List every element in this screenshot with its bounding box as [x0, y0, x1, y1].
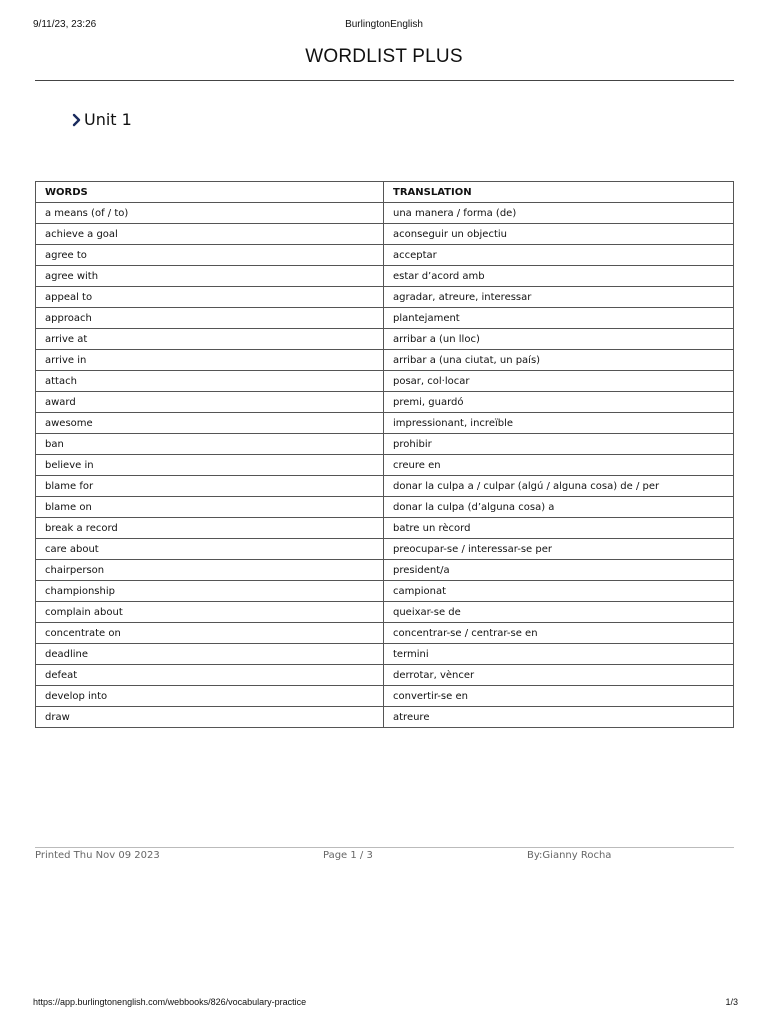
- word-cell: care about: [36, 539, 384, 560]
- translation-cell: agradar, atreure, interessar: [384, 287, 734, 308]
- footer-divider: [35, 847, 734, 848]
- word-cell: achieve a goal: [36, 224, 384, 245]
- word-cell: award: [36, 392, 384, 413]
- word-cell: draw: [36, 707, 384, 728]
- word-cell: appeal to: [36, 287, 384, 308]
- translation-cell: president/a: [384, 560, 734, 581]
- word-cell: break a record: [36, 518, 384, 539]
- chevron-right-icon: [72, 113, 81, 127]
- table-row: [36, 539, 734, 560]
- unit-label: Unit 1: [84, 110, 132, 129]
- table-row: [36, 392, 734, 413]
- translation-cell: impressionant, increïble: [384, 413, 734, 434]
- translation-cell: estar d’acord amb: [384, 266, 734, 287]
- word-cell: agree to: [36, 245, 384, 266]
- word-cell: ban: [36, 434, 384, 455]
- table-row: [36, 602, 734, 623]
- word-cell: believe in: [36, 455, 384, 476]
- footer-page-number: Page 1 / 3: [323, 850, 373, 861]
- word-cell: concentrate on: [36, 623, 384, 644]
- translation-cell: premi, guardó: [384, 392, 734, 413]
- translation-cell: batre un rècord: [384, 518, 734, 539]
- word-cell: chairperson: [36, 560, 384, 581]
- table-row: [36, 287, 734, 308]
- word-cell: complain about: [36, 602, 384, 623]
- translation-cell: termini: [384, 644, 734, 665]
- word-cell: attach: [36, 371, 384, 392]
- table-row: [36, 560, 734, 581]
- translation-cell: preocupar-se / interessar-se per: [384, 539, 734, 560]
- table-row: [36, 686, 734, 707]
- table-row: [36, 203, 734, 224]
- table-row: [36, 707, 734, 728]
- table-row: [36, 581, 734, 602]
- translation-cell: creure en: [384, 455, 734, 476]
- word-cell: blame for: [36, 476, 384, 497]
- translation-cell: acceptar: [384, 245, 734, 266]
- translation-cell: derrotar, vèncer: [384, 665, 734, 686]
- table-row: [36, 644, 734, 665]
- translation-cell: campionat: [384, 581, 734, 602]
- translation-cell: concentrar-se / centrar-se en: [384, 623, 734, 644]
- word-cell: championship: [36, 581, 384, 602]
- table-row: [36, 266, 734, 287]
- footer-printed-date: Printed Thu Nov 09 2023: [35, 850, 160, 861]
- wordlist-body: [36, 203, 734, 728]
- word-cell: agree with: [36, 266, 384, 287]
- footer-author: By:Gianny Rocha: [527, 850, 612, 861]
- translation-cell: arribar a (un lloc): [384, 329, 734, 350]
- table-row: [36, 497, 734, 518]
- column-header-translation: TRANSLATION: [384, 182, 734, 203]
- word-cell: arrive in: [36, 350, 384, 371]
- translation-cell: donar la culpa a / culpar (algú / alguna cosa) de / per: [384, 476, 734, 497]
- word-cell: develop into: [36, 686, 384, 707]
- title-divider: [35, 80, 734, 81]
- unit-heading[interactable]: [72, 110, 132, 129]
- translation-cell: queixar-se de: [384, 602, 734, 623]
- table-row: [36, 224, 734, 245]
- column-header-words: WORDS: [36, 182, 384, 203]
- word-cell: awesome: [36, 413, 384, 434]
- table-row: [36, 518, 734, 539]
- translation-cell: atreure: [384, 707, 734, 728]
- word-cell: arrive at: [36, 329, 384, 350]
- wordlist-table: [35, 181, 734, 728]
- table-row: [36, 350, 734, 371]
- translation-cell: plantejament: [384, 308, 734, 329]
- table-row: [36, 245, 734, 266]
- table-row: [36, 371, 734, 392]
- table-row: [36, 329, 734, 350]
- translation-cell: arribar a (una ciutat, un país): [384, 350, 734, 371]
- translation-cell: prohibir: [384, 434, 734, 455]
- print-datetime: 9/11/23, 23:26: [33, 19, 97, 30]
- translation-cell: convertir-se en: [384, 686, 734, 707]
- print-url: https://app.burlingtonenglish.com/webbooks/826/vocabulary-practice: [33, 997, 307, 1007]
- table-row: [36, 623, 734, 644]
- table-row: [36, 476, 734, 497]
- translation-cell: una manera / forma (de): [384, 203, 734, 224]
- table-row: [36, 308, 734, 329]
- print-page-count: 1/3: [725, 997, 738, 1007]
- page-title: WORDLIST PLUS: [305, 46, 463, 67]
- word-cell: deadline: [36, 644, 384, 665]
- table-row: [36, 665, 734, 686]
- translation-cell: aconseguir un objectiu: [384, 224, 734, 245]
- word-cell: blame on: [36, 497, 384, 518]
- word-cell: approach: [36, 308, 384, 329]
- table-header-row: [36, 182, 734, 203]
- table-row: [36, 434, 734, 455]
- table-row: [36, 455, 734, 476]
- word-cell: a means (of / to): [36, 203, 384, 224]
- print-source: BurlingtonEnglish: [345, 19, 423, 30]
- translation-cell: posar, col·locar: [384, 371, 734, 392]
- translation-cell: donar la culpa (d’alguna cosa) a: [384, 497, 734, 518]
- table-row: [36, 413, 734, 434]
- word-cell: defeat: [36, 665, 384, 686]
